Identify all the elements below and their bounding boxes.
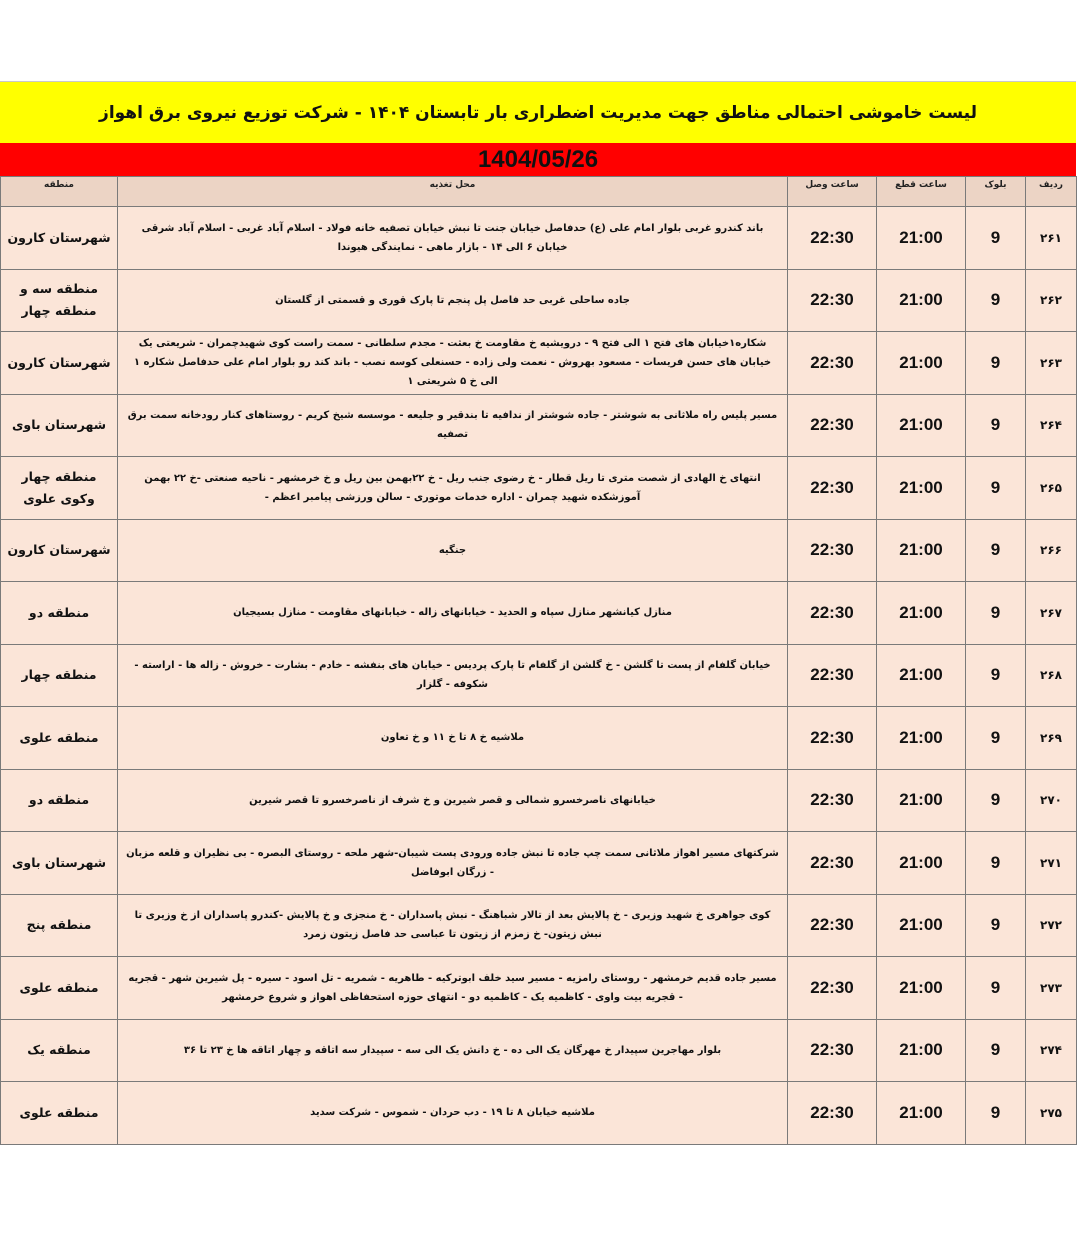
cut-time-cell: 21:00 xyxy=(877,644,966,707)
zone-cell: منطقه دو xyxy=(1,769,118,832)
block-cell: 9 xyxy=(966,832,1026,895)
table-row xyxy=(1,332,1077,395)
table-row xyxy=(1,582,1077,645)
cut-time-cell: 21:00 xyxy=(877,1019,966,1082)
location-cell: ملاشیه خیابان ۸ تا ۱۹ - دب حردان - شموس - شرکت سدید xyxy=(118,1082,788,1145)
location-cell: مسیر جاده قدیم خرمشهر - روستای رامزیه - مسیر سید خلف ابوترکیه - طاهریه - شمریه - تل اسود - سیره - پل شیرین شهر - قجریه - قجریه بیت واوی - کاظمیه یک - کاظمیه دو - انتهای حوزه استحفاظی اهواز و شروع خرمشهر xyxy=(118,957,788,1020)
connect-time-cell: 22:30 xyxy=(788,894,877,957)
connect-time-cell: 22:30 xyxy=(788,769,877,832)
cut-time-cell: 21:00 xyxy=(877,582,966,645)
zone-cell: منطقه چهار xyxy=(1,644,118,707)
sheet-date: 1404/05/26 xyxy=(0,143,1076,176)
block-cell: 9 xyxy=(966,644,1026,707)
cut-time-cell: 21:00 xyxy=(877,519,966,582)
cut-time-cell: 21:00 xyxy=(877,707,966,770)
block-cell: 9 xyxy=(966,207,1026,270)
block-cell: 9 xyxy=(966,519,1026,582)
zone-cell: منطقه یک xyxy=(1,1019,118,1082)
table-row xyxy=(1,707,1077,770)
table-row xyxy=(1,769,1077,832)
header-cut-time: ساعت قطع xyxy=(877,177,966,207)
table-row xyxy=(1,207,1077,270)
zone-cell: منطقه علوی xyxy=(1,1082,118,1145)
block-cell: 9 xyxy=(966,957,1026,1020)
row-number-cell: ۲۶۷ xyxy=(1026,582,1077,645)
connect-time-cell: 22:30 xyxy=(788,644,877,707)
table-body xyxy=(1,207,1077,1145)
table-row xyxy=(1,457,1077,520)
outage-sheet xyxy=(0,81,1076,1145)
row-number-cell: ۲۶۲ xyxy=(1026,269,1077,332)
row-number-cell: ۲۷۴ xyxy=(1026,1019,1077,1082)
row-number-cell: ۲۶۸ xyxy=(1026,644,1077,707)
cut-time-cell: 21:00 xyxy=(877,1082,966,1145)
zone-cell: شهرستان باوی xyxy=(1,394,118,457)
table-row xyxy=(1,644,1077,707)
cut-time-cell: 21:00 xyxy=(877,457,966,520)
connect-time-cell: 22:30 xyxy=(788,394,877,457)
cut-time-cell: 21:00 xyxy=(877,832,966,895)
location-cell: کوی جواهری خ شهید وزیری - خ پالایش بعد از تالار شباهنگ - نبش پاسداران - خ منجزی و خ پالایش -کندرو پاسداران از خ وزیری تا نبش زیتون- خ زمزم از زیتون تا عباسی حد فاصل زیتون زمرد xyxy=(118,894,788,957)
location-cell: ملاشیه خ ۸ تا خ ۱۱ و خ تعاون xyxy=(118,707,788,770)
zone-cell: منطقه پنج xyxy=(1,894,118,957)
row-number-cell: ۲۷۳ xyxy=(1026,957,1077,1020)
table-row xyxy=(1,1019,1077,1082)
outage-table xyxy=(0,176,1077,1145)
location-cell: انتهای خ الهادی از شصت متری تا ریل قطار - خ رضوی جنب ریل - خ ۲۲بهمن بین ریل و خ خرمشهر - ناحیه صنعتی -خ ۲۲ بهمن آموزشکده شهید چمران - اداره خدمات موتوری - سالن ورزشی پیامبر اعظم - xyxy=(118,457,788,520)
cut-time-cell: 21:00 xyxy=(877,957,966,1020)
location-cell: جنگیه xyxy=(118,519,788,582)
zone-cell: منطقه علوی xyxy=(1,957,118,1020)
location-cell: شرکتهای مسیر اهواز ملاثانی سمت چپ جاده تا نبش جاده ورودی پست شیبان-شهر ملحه - روستای البصره - بی نظیران و قلعه مزبان - زرگان ابوفاضل xyxy=(118,832,788,895)
location-cell: باند کندرو غربی بلوار امام علی (ع) حدفاصل خیابان جنت تا نبش خیابان تصفیه خانه فولاد - اسلام آباد غربی - اسلام آباد شرقی خیابان ۶ الی ۱۴ - بازار ماهی - نمایندگی هیوندا xyxy=(118,207,788,270)
cut-time-cell: 21:00 xyxy=(877,269,966,332)
table-row xyxy=(1,269,1077,332)
connect-time-cell: 22:30 xyxy=(788,457,877,520)
location-cell: جاده ساحلی غربی حد فاصل پل پنجم تا پارک قوری و قسمتی از گلستان xyxy=(118,269,788,332)
header-connect-time: ساعت وصل xyxy=(788,177,877,207)
row-number-cell: ۲۶۵ xyxy=(1026,457,1077,520)
block-cell: 9 xyxy=(966,582,1026,645)
table-row xyxy=(1,1082,1077,1145)
header-row-number: ردیف xyxy=(1026,177,1077,207)
block-cell: 9 xyxy=(966,457,1026,520)
block-cell: 9 xyxy=(966,769,1026,832)
block-cell: 9 xyxy=(966,894,1026,957)
block-cell: 9 xyxy=(966,707,1026,770)
connect-time-cell: 22:30 xyxy=(788,207,877,270)
table-row xyxy=(1,394,1077,457)
sheet-title: لیست خاموشی احتمالی مناطق جهت مدیریت اضطراری بار تابستان ۱۴۰۴ - شرکت توزیع نیروی برق اهواز xyxy=(0,81,1076,143)
location-cell: بلوار مهاجرین سپیدار خ مهرگان یک الی ده - خ دانش یک الی سه - سپیدار سه اتاقه و چهار اتاقه ها خ ۲۳ تا ۳۶ xyxy=(118,1019,788,1082)
header-zone: منطقه xyxy=(1,177,118,207)
row-number-cell: ۲۶۳ xyxy=(1026,332,1077,395)
zone-cell: منطقه علوی xyxy=(1,707,118,770)
row-number-cell: ۲۶۱ xyxy=(1026,207,1077,270)
connect-time-cell: 22:30 xyxy=(788,957,877,1020)
connect-time-cell: 22:30 xyxy=(788,332,877,395)
cut-time-cell: 21:00 xyxy=(877,207,966,270)
zone-cell: شهرستان باوی xyxy=(1,832,118,895)
location-cell: منازل کیانشهر منازل سپاه و الحدید - خیابانهای زاله - خیابانهای مقاومت - منازل بسیجیان xyxy=(118,582,788,645)
connect-time-cell: 22:30 xyxy=(788,832,877,895)
zone-cell: شهرستان کارون xyxy=(1,207,118,270)
cut-time-cell: 21:00 xyxy=(877,332,966,395)
zone-cell: منطقه چهار وکوی علوی xyxy=(1,457,118,520)
connect-time-cell: 22:30 xyxy=(788,519,877,582)
cut-time-cell: 21:00 xyxy=(877,394,966,457)
row-number-cell: ۲۶۴ xyxy=(1026,394,1077,457)
table-row xyxy=(1,832,1077,895)
zone-cell: منطقه سه و منطقه چهار xyxy=(1,269,118,332)
zone-cell: منطقه دو xyxy=(1,582,118,645)
location-cell: شکاره۱خیابان های فتح ۱ الی فتح ۹ - درویشیه خ مقاومت خ بعثت - مجدم سلطانی - سمت راست کوی شهیدچمران - شریعتی یک خیابان های حسن فریسات - مسعود بهروش - نعمت ولی زاده - حسنعلی کوسه نصب - باند کند رو بلوار امام علی حدفاصل شکاره ۱ الی خ ۵ شریعتی ۱ xyxy=(118,332,788,395)
block-cell: 9 xyxy=(966,269,1026,332)
block-cell: 9 xyxy=(966,1019,1026,1082)
row-number-cell: ۲۶۹ xyxy=(1026,707,1077,770)
block-cell: 9 xyxy=(966,332,1026,395)
table-row xyxy=(1,957,1077,1020)
row-number-cell: ۲۷۲ xyxy=(1026,894,1077,957)
row-number-cell: ۲۷۰ xyxy=(1026,769,1077,832)
location-cell: خیابان گلفام از پست تا گلشن - خ گلشن از گلفام تا پارک پردیس - خیابان های بنفشه - خادم - بشارت - خروش - زاله ها - اراسته - شکوفه - گلزار xyxy=(118,644,788,707)
cut-time-cell: 21:00 xyxy=(877,894,966,957)
header-location: محل تغذیه xyxy=(118,177,788,207)
table-header-row xyxy=(1,177,1077,207)
table-row xyxy=(1,894,1077,957)
row-number-cell: ۲۷۱ xyxy=(1026,832,1077,895)
table-row xyxy=(1,519,1077,582)
row-number-cell: ۲۷۵ xyxy=(1026,1082,1077,1145)
zone-cell: شهرستان کارون xyxy=(1,519,118,582)
block-cell: 9 xyxy=(966,394,1026,457)
location-cell: خیابانهای ناصرخسرو شمالی و قصر شیرین و خ شرف از ناصرخسرو تا قصر شیرین xyxy=(118,769,788,832)
location-cell: مسیر پلیس راه ملاثانی به شوشتر - جاده شوشتر از ندافیه تا بندقیر و جلیعه - موسسه شیخ کریم - روستاهای کنار رودخانه سمت برق تصفیه xyxy=(118,394,788,457)
connect-time-cell: 22:30 xyxy=(788,1019,877,1082)
connect-time-cell: 22:30 xyxy=(788,269,877,332)
block-cell: 9 xyxy=(966,1082,1026,1145)
connect-time-cell: 22:30 xyxy=(788,707,877,770)
cut-time-cell: 21:00 xyxy=(877,769,966,832)
header-block: بلوک xyxy=(966,177,1026,207)
zone-cell: شهرستان کارون xyxy=(1,332,118,395)
connect-time-cell: 22:30 xyxy=(788,1082,877,1145)
connect-time-cell: 22:30 xyxy=(788,582,877,645)
row-number-cell: ۲۶۶ xyxy=(1026,519,1077,582)
